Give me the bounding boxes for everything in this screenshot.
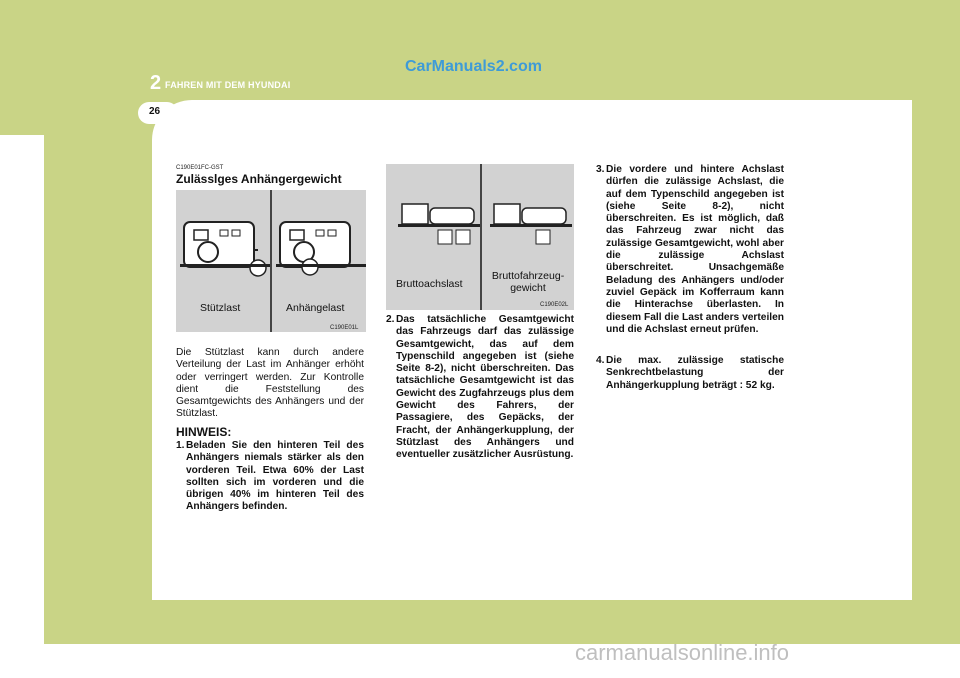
watermark-bottom[interactable]: carmanualsonline.info [575, 640, 790, 665]
list-text: Beladen Sie den hinteren Teil des Anhängers niemals stärker als den vorderen Teil. Etwa 60% der Last sollten sich im vorderen und die übrigen 40% im hinteren Teil des Anhängers befinden. [186, 440, 364, 513]
page-number: 26 [149, 106, 161, 117]
chapter-title: FAHREN MIT DEM HYUNDAI [165, 80, 291, 90]
note-heading: HINWEIS: [176, 425, 232, 439]
list-item [596, 355, 784, 392]
label-tongue-load: Stützlast [200, 302, 241, 314]
list-number: 4. [596, 355, 605, 366]
list-item [176, 440, 364, 514]
section-code: C190E01FC-GST [176, 165, 224, 171]
list-number: 1. [176, 440, 185, 451]
list-item [596, 164, 784, 336]
list-text: Das tatsächliche Gesamtgewicht das Fahrzeugs darf das zulässige Gesamtgewicht, das auf dem Typenschild angegeben ist (siehe Seite 8-2), nicht überschreiten. Das tatsächliche Gesamtgewicht ist das Gewicht des Zugfahrzeugs plus dem Gewicht des Fahrers, der Passagiere, des Gepäcks, der Fracht, der Anhängerkupplung, der Stützlast des Anhängers und eventueller zusätzlicher Ausrüstung. [396, 314, 574, 461]
list-number: 2. [386, 314, 395, 325]
list-item [386, 314, 574, 462]
figure2-code: C190E02L [540, 302, 569, 308]
section-title: Zulässlges Anhängergewicht [176, 172, 342, 186]
figure1-divider [270, 190, 272, 332]
figure1-code: C190E01L [330, 325, 359, 331]
watermark-top[interactable]: CarManuals2.com [405, 58, 542, 75]
list-text: Die vordere und hintere Achslast dürfen die zulässige Achslast, die auf dem Typenschild angegeben ist (siehe Seite 8-2), nicht überschreiten. Es ist möglich, daß das Fahrzeug zwar nicht das zulässige Gesamtgewicht, wohl aber die zulässige Achslast überschreitet. Unsachgemäße Beladung des Anhängers und/oder zuviel Gepäck im Kofferraum kann die Hinterachse überlasten. In diesem Fall die Last anders verteilen und die Achslast erneut prüfen. [606, 164, 784, 335]
label-trailer-load: Anhängelast [286, 302, 345, 314]
label-axle-load: Bruttoachslast [396, 278, 463, 290]
intro-text: Die Stützlast kann durch andere Verteilung der Last im Anhänger erhöht oder verringert werden. Zur Kontrolle dient die Feststellung des Gesamtgewichts des Anhängers und der Stützlast. [176, 347, 364, 420]
figure2-divider [480, 164, 482, 310]
list-number: 3. [596, 164, 605, 175]
label-vehicle-weight: Bruttofahrzeug- gewicht [491, 270, 565, 294]
list-text: Die max. zulässige statische Senkrechtbelastung der Anhängerkupplung beträgt : 52 kg. [606, 355, 784, 391]
chapter-number: 2 [150, 72, 162, 94]
